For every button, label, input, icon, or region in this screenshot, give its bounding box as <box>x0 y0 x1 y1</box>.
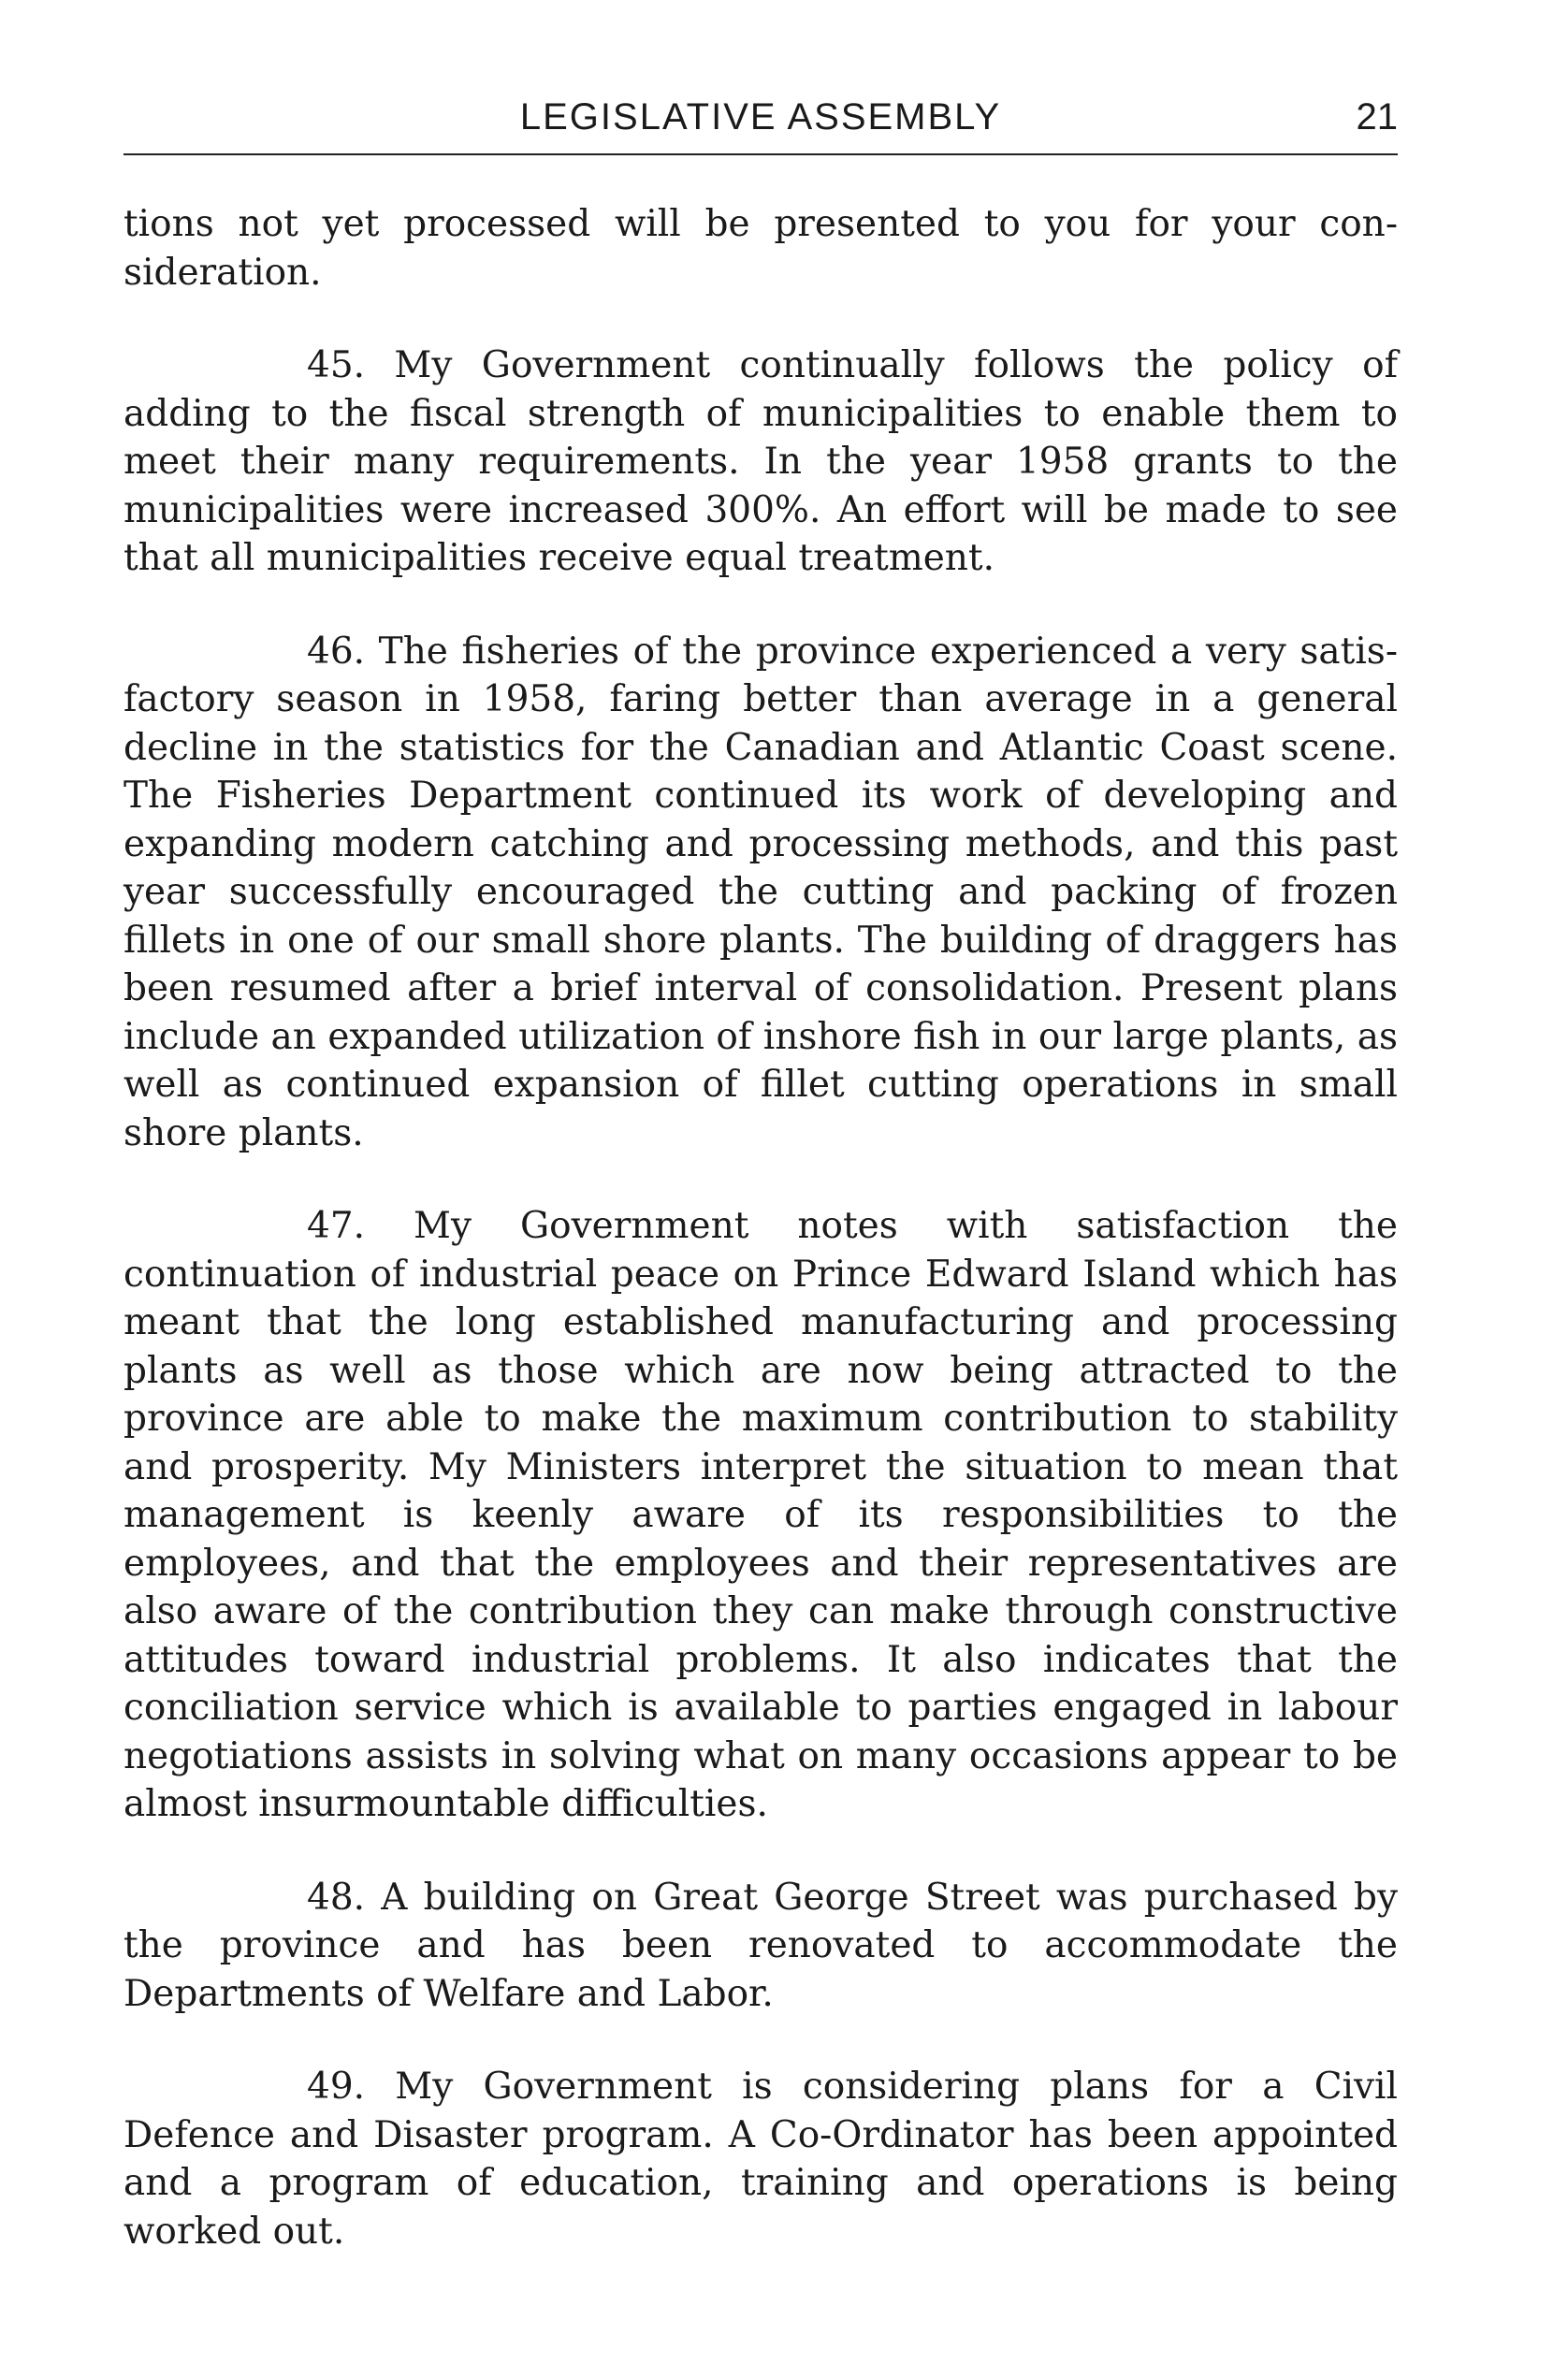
header-title: LEGISLATIVE ASSEMBLY <box>519 96 1002 138</box>
paragraph-45: 45. My Government continually follows the policy of adding to the fiscal strength of municipalities to enable them to meet their many requirements. In the year 1958 grants to the municipalities were increased 300%. An effort will be made to see that all municipalities receive equal treatment. <box>123 344 1398 579</box>
body-text <box>123 200 1398 2255</box>
page-number: 21 <box>1356 96 1398 138</box>
paragraph-47: 47. My Government notes with satisfaction the continuation of industrial peace on Prince Edward Island which has meant that the long established manufacturing and processing plants as well as those which are now being attracted to the province are able to make the maximum contribution to stability and prosperity. My Ministers interpret the situation to mean that management is keenly aware of its responsibilities to the employees, and that the employees and their representatives are also aware of the contribution they can make through constructive attitudes toward industrial problems. It also indicates that the conciliation service which is available to parties engaged in labour negotiations assists in solving what on many occasions appear to be almost insurmountable difficulties. <box>123 1205 1398 1825</box>
paragraph-46: 46. The fisheries of the province experienced a very satisfactory season in 1958, faring better than average in a general decline in the statistics for the Canadian and Atlantic Coast scene. The Fisheries Department continued its work of developing and expanding modern catching and processing methods, and this past year successfully encouraged the cutting and packing of frozen fillets in one of our small shore plants. The building of draggers has been resumed after a brief interval of consolidation. Present plans include an expanded utilization of inshore fish in our large plants, as well as continued expansion of fillet cutting operations in small shore plants. <box>123 630 1398 1154</box>
header-rule <box>123 153 1398 155</box>
paragraph-49: 49. My Government is considering plans for a Civil Defence and Disaster program. A Co-Ordinator has been appointed and a program of education, training and operations is being worked out. <box>123 2066 1398 2253</box>
paragraph-48: 48. A building on Great George Street was purchased by the province and has been renovated to accommodate the Departments of Welfare and Labor. <box>123 1876 1398 2015</box>
running-header <box>123 94 1398 150</box>
paragraph-continuation: tions not yet processed will be presented to you for your consideration. <box>123 203 1398 294</box>
